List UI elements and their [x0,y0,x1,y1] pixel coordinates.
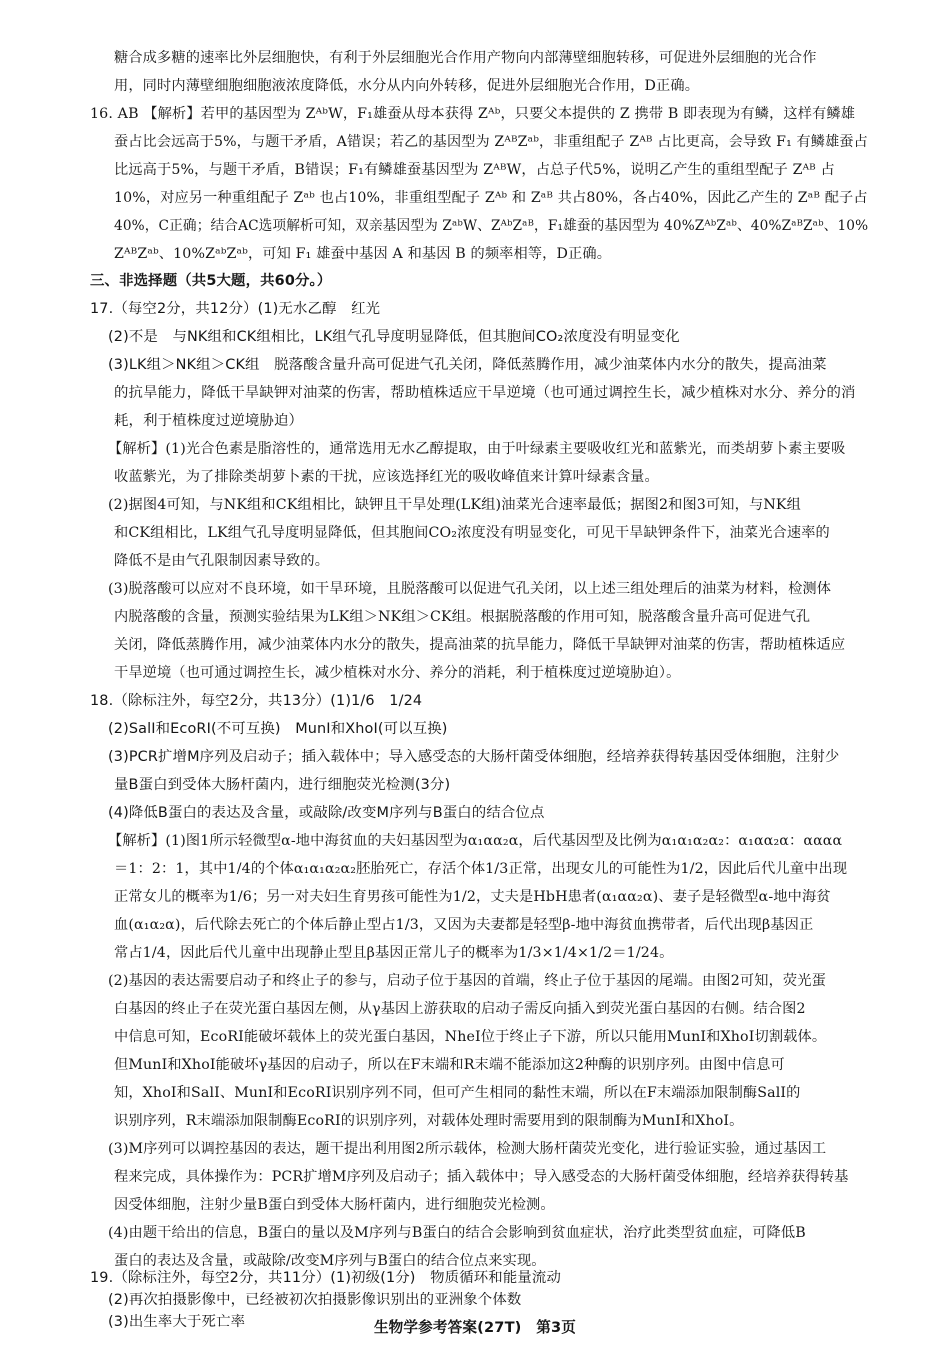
text-line-j17-2a: (2)据图4可知，与NK组和CK组相比，缺钾且干旱处理(LK组)油菜光合速率最低；据图2和图3可知，与NK组 [108,497,801,513]
text-line-q16a: 16. AB 【解析】若甲的基因型为 ZᴬᵇW，F₁雄蚕从母本获得 Zᴬᵇ，只要父本提供的 Z 携带 B 即表现为有鳞，这样有鳞雄 [90,106,856,122]
text-line-q17-3b: 的抗旱能力，降低干旱缺钾对油菜的伤害，帮助植株适应干旱逆境（也可通过调控生长，减少植株对水分、养分的消 [114,385,856,401]
text-line-j17-3b: 内脱落酸的含量，预测实验结果为LK组＞NK组＞CK组。根据脱落酸的作用可知，脱落酸含量升高可促进气孔 [114,609,811,625]
text-line-q18-3a: (3)PCR扩增M序列及启动子；插入载体中；导入感受态的大肠杆菌受体细胞，经培养获得转基因受体细胞，注射少 [108,749,840,765]
text-line-q17-2: (2)不是 与NK组和CK组相比，LK组气孔导度明显降低，但其胞间CO₂浓度没有明显变化 [108,329,680,345]
text-line-q16f: ZᴬᴮZᵃᵇ、10%ZᵃᵇZᵃᵇ，可知 F₁ 雄蚕中基因 A 和基因 B 的频率相等，D正确。 [114,246,612,262]
text-line-j18-1d: 血(α₁α₂α)，后代除去死亡的个体后静止型占1/3，又因为夫妻都是轻型β-地中海贫血携带者，后代出现β基因正 [114,917,814,933]
text-line-q17: 17.（每空2分，共12分）(1)无水乙醇 红光 [90,301,381,317]
text-line-j17-3a: (3)脱落酸可以应对不良环境，如干旱环境，且脱落酸可以促进气孔关闭，以上述三组处理后的油菜为材料，检测体 [108,581,832,597]
text-line-j18-1e: 常占1/4，因此后代儿童中出现静止型且β基因正常儿子的概率为1/3×1/4×1/2＝1/24。 [114,945,674,961]
text-line-q16b: 蚕占比会远高于5%，与题干矛盾，A错误；若乙的基因型为 ZᴬᴮZᵃᵇ，非重组配子 Zᴬᴮ 占比更高，会导致 F₁ 有鳞雄蚕占 [114,134,868,150]
text-line-j17-1a: 【解析】(1)光合色素是脂溶性的，通常选用无水乙醇提取，由于叶绿素主要吸收红光和蓝紫光，而类胡萝卜素主要吸 [108,441,846,457]
text-line-q17-3a: (3)LK组＞NK组＞CK组 脱落酸含量升高可促进气孔关闭，降低蒸腾作用，减少油菜体内水分的散失，提高油菜 [108,357,827,373]
text-line-j18-3b: 程来完成，具体操作为：PCR扩增M序列及启动子；插入载体中；导入感受态的大肠杆菌受体细胞，经培养获得转基 [114,1169,849,1185]
text-line-j18-4b: 蛋白的表达及含量，或敲除/改变M序列与B蛋白的结合位点来实现。 [114,1253,546,1269]
text-line-q18: 18.（除标注外，每空2分，共13分）(1)1/6 1/24 [90,693,423,709]
text-line-j18-3a: (3)M序列可以调控基因的表达，题干提出利用图2所示载体，检测大肠杆菌荧光变化，进行验证实验，通过基因工 [108,1141,827,1157]
text-line-j17-1b: 收蓝紫光，为了排除类胡萝卜素的干扰，应该选择红光的吸收峰值来计算叶绿素含量。 [114,469,659,485]
text-line-q19-2: (2)再次拍摄影像中，已经被初次拍摄影像识别出的亚洲象个体数 [108,1292,522,1308]
text-line-j18-4a: (4)由题干给出的信息，B蛋白的量以及M序列与B蛋白的结合会影响到贫血症状，治疗此类型贫血症，可降低B [108,1225,806,1241]
text-line-q16c: 比远高于5%，与题干矛盾，B错误；F₁有鳞雄蚕基因型为 ZᴬᴮW，占总子代5%，说明乙产生的重组型配子 Zᴬᴮ 占 [114,162,835,178]
text-line-p2: 用，同时内薄壁细胞细胞液浓度降低，水分从内向外转移，促进外层细胞光合作用，D正确。 [114,78,700,94]
text-line-j18-2e: 知，XhoⅠ和SalⅠ、MunⅠ和EcoRⅠ识别序列不同，但可产生相同的黏性末端，所以在F末端添加限制酶SalⅠ的 [114,1085,801,1101]
text-line-j18-2a: (2)基因的表达需要启动子和终止子的参与，启动子位于基因的首端，终止子位于基因的尾端。由图2可知，荧光蛋 [108,973,826,989]
text-line-sec3: 三、非选择题（共5大题，共60分。） [90,273,332,289]
text-line-p1: 糖合成多糖的速率比外层细胞快，有利于外层细胞光合作用产物向内部薄壁细胞转移，可促进外层细胞的光合作 [114,50,817,66]
text-line-j18-2c: 中信息可知，EcoRⅠ能破坏载体上的荧光蛋白基因，NheⅠ位于终止子下游，所以只能用MunⅠ和XhoⅠ切割载体。 [114,1029,827,1045]
text-line-j18-1b: ＝1：2：1，其中1/4的个体α₁α₁α₂α₂胚胎死亡，存活个体1/3正常，出现女儿的可能性为1/2，因此后代儿童中出现 [114,861,848,877]
text-line-q19: 19.（除标注外，每空2分，共11分）(1)初级(1分) 物质循环和能量流动 [90,1270,561,1286]
text-line-q18-4: (4)降低B蛋白的表达及含量，或敲除/改变M序列与B蛋白的结合位点 [108,805,545,821]
text-line-j17-3c: 关闭，降低蒸腾作用，减少油菜体内水分的散失，提高油菜的抗旱能力，降低干旱缺钾对油菜的伤害，帮助植株适应 [114,637,846,653]
text-line-q16e: 40%，C正确；结合AC选项解析可知，双亲基因型为 ZᵃᵇW、ZᴬᵇZᵃᴮ，F₁雄蚕的基因型为 40%ZᴬᵇZᵃᵇ、40%ZᵃᴮZᵃᵇ、10% [114,218,869,234]
text-line-j18-1c: 正常女儿的概率为1/6；另一对夫妇生育男孩可能性为1/2，丈夫是HbH患者(α₁αα₂α)、妻子是轻微型α-地中海贫 [114,889,831,905]
text-line-j18-2b: 白基因的终止子在荧光蛋白基因左侧，从γ基因上游获取的启动子需反向插入到荧光蛋白基因的右侧。结合图2 [114,1001,806,1017]
text-line-j17-2c: 降低不是由气孔限制因素导致的。 [114,553,330,569]
text-line-j18-1a: 【解析】(1)图1所示轻微型α-地中海贫血的夫妇基因型为α₁αα₂α，后代基因型及比例为α₁α₁α₂α₂：α₁αα₂α：αααα [108,833,843,849]
text-line-q16d: 10%，对应另一种重组配子 Zᵃᵇ 也占10%，非重组型配子 Zᴬᵇ 和 Zᵃᴮ 共占80%，各占40%，因此乙产生的 Zᵃᴮ 配子占 [114,190,868,206]
text-line-j18-3c: 因受体细胞，注射少量B蛋白到受体大肠杆菌内，进行细胞荧光检测。 [114,1197,555,1213]
page-footer: 生物学参考答案(27T) 第3页 [373,1319,577,1336]
text-line-q19-3: (3)出生率大于死亡率 [108,1314,246,1330]
text-line-q18-3b: 量B蛋白到受体大肠杆菌内，进行细胞荧光检测(3分) [114,777,451,793]
text-line-j17-2b: 和CK组相比，LK组气孔导度明显降低，但其胞间CO₂浓度没有明显变化，可见干旱缺钾条件下，油菜光合速率的 [114,525,830,541]
text-line-j17-3d: 干旱逆境（也可通过调控生长，减少植株对水分、养分的消耗，利于植株度过逆境胁迫）。 [114,665,681,681]
text-line-q17-3c: 耗，利于植株度过逆境胁迫） [114,413,304,429]
text-line-j18-2f: 识别序列，R末端添加限制酶EcoRⅠ的识别序列，对载体处理时需要用到的限制酶为MunⅠ和XhoⅠ。 [114,1113,744,1129]
text-line-j18-2d: 但MunⅠ和XhoⅠ能破坏γ基因的启动子，所以在F末端和R末端不能添加这2种酶的识别序列。由图中信息可 [114,1057,785,1073]
text-line-q18-2: (2)SalⅠ和EcoRⅠ(不可互换) MunⅠ和XhoⅠ(可以互换) [108,721,448,737]
